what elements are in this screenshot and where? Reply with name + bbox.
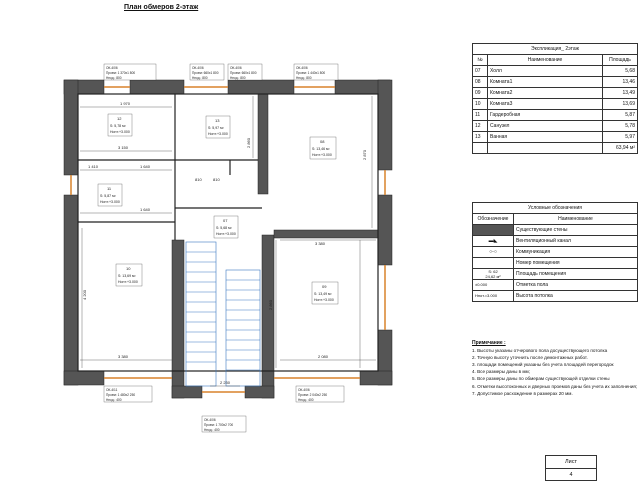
svg-text:ОК-4/11: ОК-4/11 [106, 388, 118, 392]
wall-right-mid [378, 195, 392, 265]
svg-text:Проем: 1 480х2 250: Проем: 1 480х2 250 [106, 393, 136, 397]
svg-text:Проем: 2 040х2 250: Проем: 2 040х2 250 [298, 393, 328, 397]
svg-text:ОК-4/06: ОК-4/06 [230, 66, 242, 70]
wall-mid-horiz [274, 230, 378, 238]
legend-row: ○-○ Коммуникация [473, 247, 638, 258]
svg-text:ОК-4/06: ОК-4/06 [204, 418, 216, 422]
note-item: 3. площади помещений указаны без учета площадей перегородок [472, 362, 614, 368]
dim-label: 810 [213, 177, 220, 182]
svg-text:ОК-4/06: ОК-4/06 [298, 388, 310, 392]
svg-text:Нпод.: 400: Нпод.: 400 [204, 428, 220, 432]
svg-text:ОК-4/06: ОК-4/06 [106, 66, 118, 70]
wall-stair-right [262, 235, 274, 398]
col-header: Наименование [514, 214, 638, 225]
svg-text:Ноnт:+3.000: Ноnт:+3.000 [312, 153, 332, 157]
wall-bottom-left [64, 371, 104, 385]
svg-text:Проем: 1 440х1 800: Проем: 1 440х1 800 [296, 71, 326, 75]
svg-text:Проем: 660х1 800: Проем: 660х1 800 [192, 71, 219, 75]
notes-heading: Примечание : [472, 340, 506, 346]
room-tag-07 [214, 216, 238, 238]
wall-stair-bottom [172, 386, 202, 398]
dim-label: 3 380 [315, 241, 326, 246]
svg-text:Нпод.: 400: Нпод.: 400 [298, 398, 314, 402]
wall-mid-vert [258, 94, 268, 194]
svg-text:13: 13 [215, 118, 220, 123]
room-tag-13 [206, 116, 230, 138]
svg-text:11: 11 [107, 186, 112, 191]
window-tag [294, 64, 338, 80]
svg-text:Нпод.: 800: Нпод.: 800 [192, 76, 208, 80]
col-header: Обозначение [473, 214, 514, 225]
col-header: Наименование [488, 55, 603, 66]
svg-text:Ноnт:+3.000: Ноnт:+3.000 [100, 200, 120, 204]
sheet-label: Лист [546, 456, 596, 469]
page-title: План обмеров 2-этаж [124, 4, 199, 11]
dim-label: 1 970 [120, 101, 131, 106]
area-symbol-value: 24,62 м² [485, 274, 501, 279]
note-item: 1. Высоты указаны отчерового пола досуществующего потолка [472, 348, 608, 354]
col-header: Площадь [603, 55, 638, 66]
col-header: № [473, 55, 488, 66]
dim-label: 1 410 [88, 164, 99, 169]
svg-text:ОК-4/06: ОК-4/06 [192, 66, 204, 70]
svg-text:Проем: 660х1 800: Проем: 660х1 800 [230, 71, 257, 75]
note-item: 7. Допустимое расхождение в размерах 20 мм. [472, 390, 573, 396]
table-row: 10 Комната3 13,69 [473, 99, 638, 110]
table-row: 11 Гардеробная 5,87 [473, 110, 638, 121]
svg-text:07: 07 [223, 218, 228, 223]
wall-bottom-right [360, 371, 392, 385]
table-row: 12 Санузел 5,78 [473, 121, 638, 132]
sheet-number: 4 [569, 472, 573, 478]
notes [472, 340, 638, 397]
dim-label: 2 860 [268, 299, 273, 310]
svg-text:S: 13,46 м²: S: 13,46 м² [312, 147, 330, 151]
svg-text:12: 12 [117, 116, 122, 121]
table-row: 08 Комната1 13,46 [473, 77, 638, 88]
svg-text:ОК-4/06: ОК-4/06 [296, 66, 308, 70]
svg-text:S: 5,68 м²: S: 5,68 м² [216, 226, 232, 230]
wall-stair-left [172, 240, 184, 398]
stairs [186, 242, 260, 386]
note-item: 4. Все размеры даны в мм; [472, 369, 530, 375]
legend-title: Условные обозначения [473, 203, 638, 214]
wall-left-top [64, 80, 78, 175]
legend-row: ±0.000 Отметка пола [473, 280, 638, 291]
dim-label: 3 380 [118, 354, 129, 359]
total-area: 63,94 м² [603, 143, 638, 154]
note-item: 2. Точную высоту уточнить после демонтажных работ. [472, 355, 588, 361]
dim-label: 2 230 [220, 380, 231, 385]
table-row: 09 Комната2 13,49 [473, 88, 638, 99]
dim-label: 1 640 [140, 207, 151, 212]
svg-text:08: 08 [320, 139, 325, 144]
svg-text:S: 5,78 м²: S: 5,78 м² [110, 124, 126, 128]
dim-label: 4 200 [82, 289, 87, 300]
room-number-symbol [473, 258, 514, 269]
explication-table [472, 43, 638, 154]
svg-text:Ноnт:+3.000: Ноnт:+3.000 [110, 130, 130, 134]
legend-row: Номер помещения [473, 258, 638, 269]
table-row: 13 Ванная 5,97 [473, 132, 638, 143]
table-row: 07 Холл 5,68 [473, 66, 638, 77]
svg-text:S: 5,97 м²: S: 5,97 м² [208, 126, 224, 130]
utility-symbol: ○-○ [473, 247, 514, 258]
svg-text:Ноnт:+3.000: Ноnт:+3.000 [216, 232, 236, 236]
window-tag [202, 416, 246, 432]
room-tag-08 [310, 137, 336, 159]
floor-level-symbol: ±0.000 [473, 280, 514, 291]
svg-text:Проем: 1 370х1 800: Проем: 1 370х1 800 [106, 71, 136, 75]
wall-symbol [473, 225, 514, 236]
room-tag-10 [116, 264, 142, 286]
wall-stair-bottom2 [245, 386, 274, 398]
legend-row: Существующие стены [473, 225, 638, 236]
svg-text:Проем: 1 700х2 700: Проем: 1 700х2 700 [204, 423, 234, 427]
window-tag [104, 64, 156, 80]
wall-top-mid [130, 80, 184, 94]
svg-text:S: 13,49 м²: S: 13,49 м² [314, 292, 332, 296]
room-tag-12 [108, 114, 132, 136]
svg-text:10: 10 [126, 266, 131, 271]
dim-label: 2 080 [318, 354, 329, 359]
ceiling-height-symbol: Нпот.=3.000 [473, 291, 514, 302]
room-tag-09 [312, 282, 338, 304]
dim-label: 810 [195, 177, 202, 182]
total-row [473, 143, 638, 154]
room-tag-11 [98, 184, 122, 206]
svg-text:S: 5,87 м²: S: 5,87 м² [100, 194, 116, 198]
note-item: 5. Все размеры даны по обмерам существующей отделки стены [472, 376, 610, 382]
dim-label: 2 870 [362, 149, 367, 160]
window-tag [104, 386, 152, 402]
svg-text:Ноnт:+3.000: Ноnт:+3.000 [314, 298, 334, 302]
svg-text:09: 09 [322, 284, 327, 289]
legend-table [472, 202, 638, 302]
area-symbol: S: 62 [488, 269, 498, 274]
window-tag [296, 386, 344, 402]
svg-text:Нпод.: 800: Нпод.: 800 [106, 76, 122, 80]
legend-row: S: 62 24,62 м² Площадь помещения [473, 269, 638, 280]
vent-symbol: ▬◣ [473, 236, 514, 247]
svg-text:Нпод.: 400: Нпод.: 400 [106, 398, 122, 402]
sheet-stamp [545, 455, 597, 481]
wall-left-bottom [64, 195, 78, 385]
svg-text:Ноnт:+3.000: Ноnт:+3.000 [118, 280, 138, 284]
dim-label: 2 860 [246, 137, 251, 148]
svg-text:S: 13,69 м²: S: 13,69 м² [118, 274, 136, 278]
svg-text:Ноnт:+3.000: Ноnт:+3.000 [208, 132, 228, 136]
wall-right-top [378, 80, 392, 170]
window-tag [228, 64, 262, 80]
svg-text:Нпод.: 800: Нпод.: 800 [230, 76, 246, 80]
dim-label: 3 150 [118, 145, 129, 150]
window-tag [190, 64, 224, 80]
explication-title: Экспликация_ 2этаж [473, 44, 638, 55]
dim-label: 1 640 [140, 164, 151, 169]
wall-top-mid2 [228, 80, 294, 94]
note-item: 6. Отметки высотоконных и дверных проемов даны без учета их заполнения; [472, 383, 638, 389]
legend-row: Нпот.=3.000 Высота потолка [473, 291, 638, 302]
legend-row: ▬◣ Вентиляционный канал [473, 236, 638, 247]
svg-text:Нпод.: 800: Нпод.: 800 [296, 76, 312, 80]
